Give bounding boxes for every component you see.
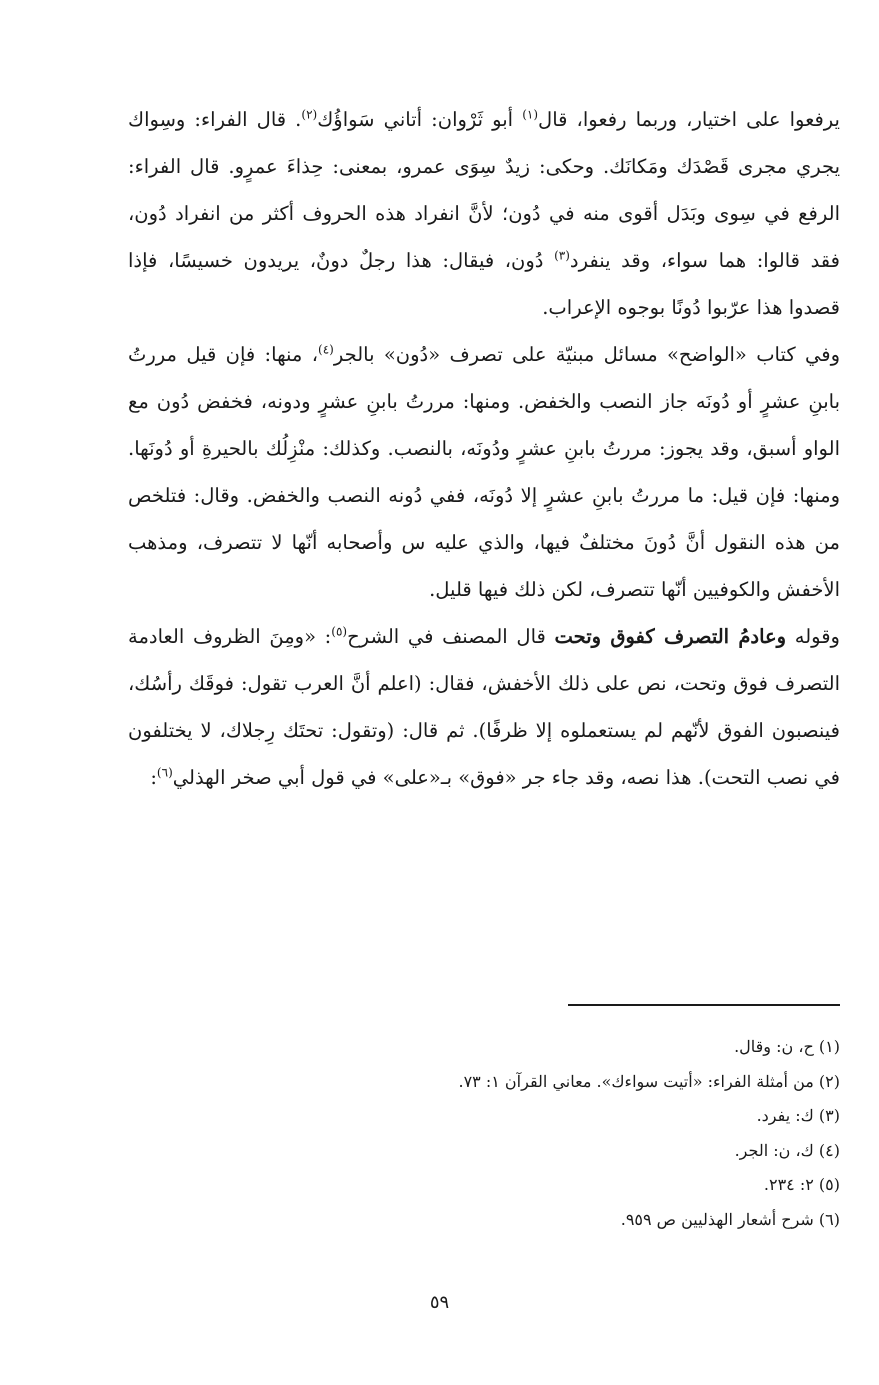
footnote-3: (٣) ك: يفرد. [756, 1106, 840, 1125]
paragraph-2 [128, 331, 840, 613]
footnote-2: (٢) من أمثلة الفراء: «أتيت سواءك». معاني القرآن ١: ٧٣. [458, 1071, 840, 1091]
text-run: دُون، فيقال: هذا رجلٌ دونٌ، يريدون خسيسًا، فإذا قصدوا هذا عرّبوا دُونًا بوجوه الإعراب. [128, 249, 840, 319]
paragraph-3 [128, 613, 840, 801]
text-run: . قال الفراء: وسِواك يجري مجرى قَصْدَك ومَكانَك. وحكى: زيدٌ سِوَى عمرو، بمعنى: حِذاءَ عمرٍو. قال الفراء: الرفع في سِوى وبَدَل أقوى منه في دُون؛ لأنَّ انفراد هذه الحروف أكثر من انفراد دُون، فقد قالوا: هما سواء، وقد ينفرد [128, 108, 840, 272]
footnote-separator [568, 1004, 840, 1006]
footnote-marker: (١) [522, 107, 539, 122]
text-run: : «ومِنَ الظروف العادمة التصرف فوق وتحت، نص على ذلك الأخفش، فقال: (اعلم أنَّ العرب تقول: فوقَك رأسُك، فينصبون الفوق لأنّهم لم يستعملوه إلا ظرفًا). ثم قال: (وتقول: تحتَك رِجلاك، لا يختلفون في نصب التحت). هذا نصه، وقد جاء جر «فوق» بـ«على» في قول أبي صخر الهذلي [128, 625, 840, 789]
text-run: وقوله [786, 625, 840, 648]
footnotes-list [300, 1030, 840, 1237]
text-run: : [150, 766, 157, 789]
footnote-4: (٤) ك، ن: الجر. [734, 1140, 840, 1160]
text-run: ، منها: فإن قيل مررتُ بابنِ عشرٍ أو دُونَه جاز النصب والخفض. ومنها: مررتُ بابنِ عشرٍ ودونه، فخفض دُون مع الواو أسبق، وقد يجوز: مررتُ بابنِ عشرٍ ودُونَه، بالنصب. وكذلك: منْزِلُك بالحيرةِ أو دُونَها. ومنها: فإن قيل: ما مررتُ بابنِ عشرٍ إلا دُونَه، ففي دُونه النصب والخفض. وقال: فتلخص من هذه النقول أنَّ دُونَ مختلفٌ فيها، والذي عليه س وأصحابه أنّها لا تتصرف، ومذهب الأخفش والكوفيين أنّها تتصرف، لكن ذلك فيها قليل. [128, 343, 840, 601]
main-text [128, 96, 840, 801]
footnote-marker: (٥) [331, 624, 348, 639]
footnote-6: (٦) شرح أشعار الهذليين ص ٩٥٩. [620, 1209, 840, 1229]
text-run: يرفعوا على اختيار، وربما رفعوا، قال [538, 108, 840, 131]
footnote-5: (٥) ٢: ٢٣٤. [763, 1175, 840, 1194]
footnote-marker: (٤) [318, 342, 334, 357]
footnote-1: (١) ح، ن: وقال. [734, 1037, 840, 1056]
page-number: ٥٩ [429, 1292, 450, 1313]
footnote-marker: (٦) [156, 765, 173, 780]
text-run: قال المصنف في الشرح [347, 625, 555, 648]
text-run: وفي كتاب «الواضح» مسائل مبنيّة على تصرف «دُون» بالجر [333, 343, 840, 366]
bold-phrase: وعادمُ التصرف كفوق وتحت [554, 625, 787, 648]
footnote-marker: (٣) [554, 248, 570, 263]
footnote-marker: (٢) [301, 107, 318, 122]
paragraph-1 [128, 96, 840, 331]
text-run: أبو ثَرْوان: أتاني سَواؤُك [317, 108, 523, 131]
